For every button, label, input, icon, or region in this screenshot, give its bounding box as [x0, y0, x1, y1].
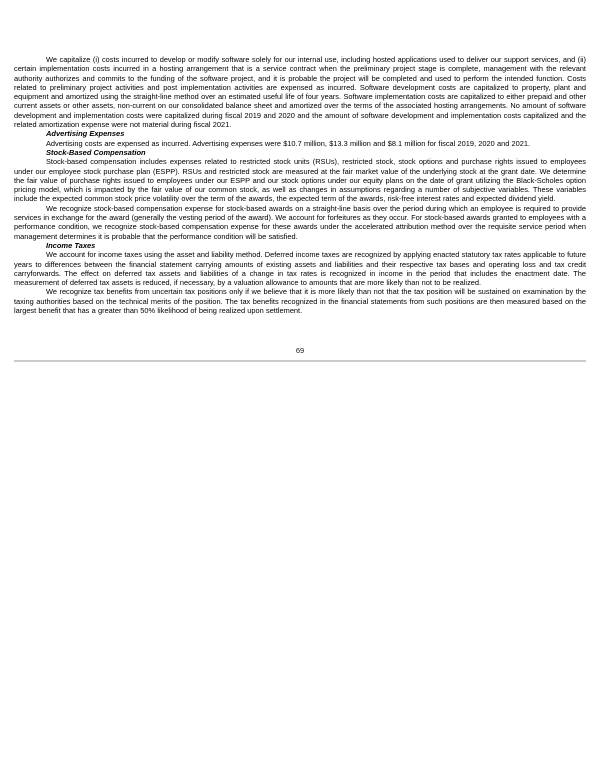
paragraph-advertising-expenses: Advertising costs are expensed as incurred. Advertising expenses were $10.7 million, $13.3 million and $8.1 million for fiscal 2019, 2020 and 2021.: [46, 138, 531, 148]
heading-income-taxes: Income Taxes: [46, 240, 96, 250]
heading-stock-based-compensation: Stock-Based Compensation: [46, 147, 146, 157]
paragraph-stock-based-compensation-1: Stock-based compensation includes expenses related to restricted stock units (RSUs), restricted stock, stock options and purchase rights issued to employees under our employee stock purchase plan (ESPP). RSUs and restricted stock are measured at the fair market value of the underlying stock at the grant date. We determine the fair value of purchase rights issued to employees under our ESPP and our stock options under our equity plans on the date of grant utilizing the Black-Scholes option pricing model, which is impacted by the fair value of our common stock, as well as changes in assumptions regarding a number of subjective variables. These variables include the expected common stock price volatility over the term of the awards, the expected term of the awards, risk-free interest rates and expected dividend yield.: [14, 157, 586, 204]
paragraph-income-taxes-2: We recognize tax benefits from uncertain tax positions only if we believe that it is more likely than not that the tax position will be sustained on examination by the taxing authorities based on the technical merits of the position. The tax benefits recognized in the financial statements from such positions are then measured based on the largest benefit that has a greater than 50% likelihood of being realized upon settlement.: [14, 287, 586, 316]
paragraph-income-taxes-1: We account for income taxes using the asset and liability method. Deferred income taxes are recognized by applying enacted statutory tax rates applicable to future years to differences between the financial statement carrying amounts of existing assets and liabilities and their respective tax bases and operating loss and tax credit carryforwards. The effect on deferred tax assets and liabilities of a change in tax rates is recognized in income in the period that includes the enactment date. The measurement of deferred tax assets is reduced, if necessary, by a valuation allowance to amounts that are more likely than not to be realized.: [14, 250, 586, 288]
paragraph-software-capitalization: We capitalize (i) costs incurred to develop or modify software solely for our internal use, including hosted applications used to deliver our support services, and (ii) certain implementation costs incurred in a hosting arrangement that is a service contract when the preliminary project stage is complete, management with the relevant authority authorizes and commits to the funding of the software project, and it is probable the project will be completed and used to perform the intended function. Costs related to preliminary project activities and post implementation activities are expensed as incurred. Software development costs are capitalized to property, plant and equipment and amortized using the straight-line method over an estimated useful life of four years. Software implementation costs are capitalized to either prepaid and other current assets or other assets, non-current on our consolidated balance sheet and amortized over the terms of the associated hosting arrangements. No amount of software development and implementation costs were capitalized during fiscal 2019 and 2020 and the amount of software development and implementation costs capitalized and the related amortization expense were not material during fiscal 2021.: [14, 55, 586, 130]
page-divider: [14, 360, 586, 362]
paragraph-stock-based-compensation-2: We recognize stock-based compensation expense for stock-based awards on a straight-line basis over the period during which an employee is required to provide services in exchange for the award (generally the vesting period of the award). We account for forfeitures as they occur. For stock-based awards granted to employees with a performance condition, we recognize stock-based compensation expense for these awards under the accelerated attribution method over the requisite service period when management determines it is probable that the performance condition will be satisfied.: [14, 203, 586, 241]
heading-advertising-expenses: Advertising Expenses: [46, 129, 125, 139]
page-footer: [14, 346, 586, 361]
page-number: 69: [295, 346, 305, 356]
